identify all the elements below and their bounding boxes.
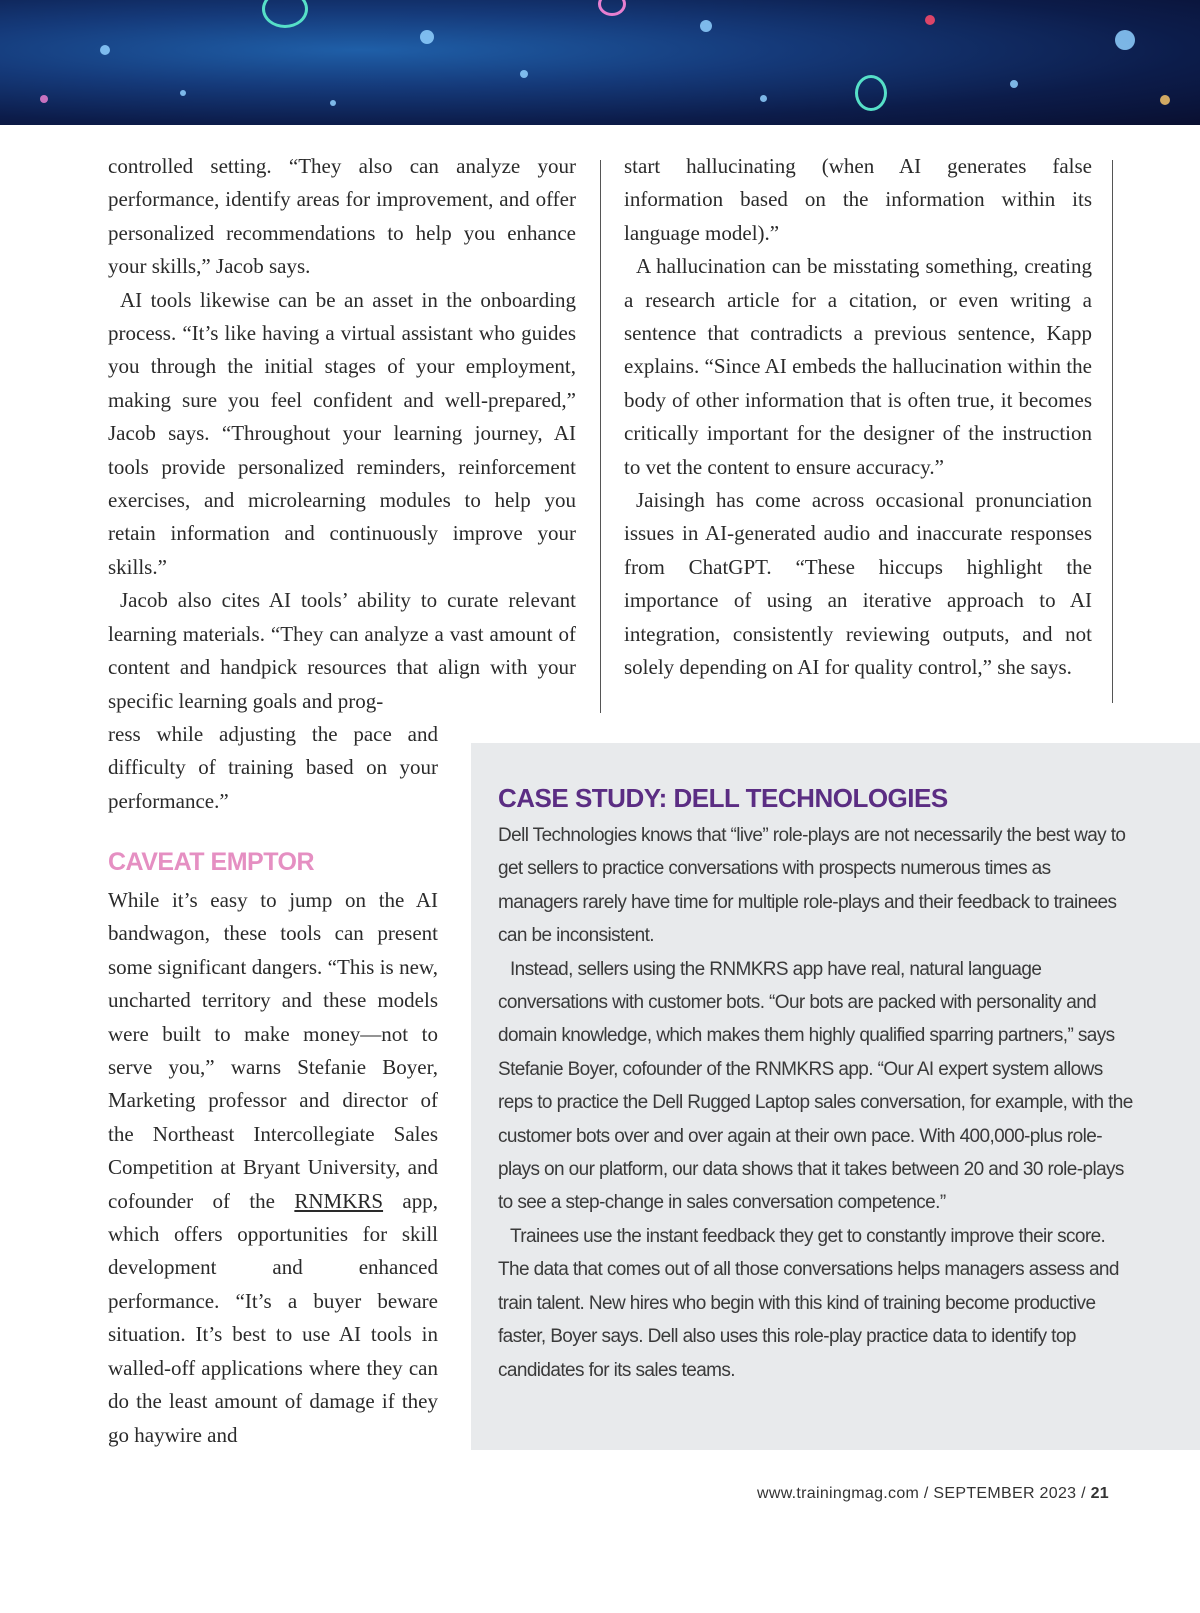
- star-dot: [330, 100, 336, 106]
- right-column: [624, 150, 1092, 685]
- caveat-text-before-link: While it’s easy to jump on the AI bandwagon, these tools can present some significant dangers. “This is new, uncharted territory and these models were built to make money—not to serve you,” warns Stefanie Boyer, Marketing professor and director of the Northeast Intercollegiate Sales Competition at Bryant University, and cofounder of the: [108, 888, 438, 1213]
- star-dot: [520, 70, 528, 78]
- case-study-paragraph: Dell Technologies knows that “live” role-plays are not necessarily the best way to get sellers to practice conversations with prospects numerous times as managers rarely have time for multiple role-plays and their feedback to trainees can be inconsistent.: [498, 825, 1126, 947]
- starfield-banner-image: [0, 0, 1200, 125]
- star-dot: [700, 20, 712, 32]
- ring-decoration: [598, 0, 626, 16]
- caveat-section: [108, 884, 438, 1452]
- footer-site-date: www.trainingmag.com / SEPTEMBER 2023 /: [756, 1485, 1091, 1502]
- case-study-paragraph: Trainees use the instant feedback they get to constantly improve their score. The data that comes out of all those conversations helps managers assess and train talent. New hires who begin with this kind of training become productive faster, Boyer says. Dell also uses this role-play practice data to identify top candidates for its sales teams.: [498, 1225, 1119, 1381]
- ring-decoration: [855, 75, 887, 111]
- body-paragraph: [108, 884, 438, 1452]
- body-paragraph: Jaisingh has come across occasional pronunciation issues in AI-generated audio and inaccurate responses from ChatGPT. “These hiccups highlight the importance of using an iterative approach to AI integration, consistently reviewing outputs, and not solely depending on AI for quality control,” she says.: [624, 488, 1092, 680]
- page-footer: [757, 1485, 1109, 1503]
- rnmkrs-link[interactable]: RNMKRS: [294, 1188, 384, 1213]
- star-dot: [100, 45, 110, 55]
- star-dot: [1160, 95, 1170, 105]
- body-paragraph: start hallucinating (when AI generates false information based on the information within its language model).”: [624, 154, 1092, 245]
- star-dot: [180, 90, 186, 96]
- column-divider: [600, 160, 601, 713]
- page-number: 21: [1090, 1485, 1109, 1502]
- left-column-top: [108, 150, 576, 718]
- case-study-body: [498, 819, 1133, 1387]
- ring-decoration: [262, 0, 308, 28]
- left-column-continued: [108, 718, 438, 818]
- case-study-sidebar: [471, 743, 1200, 1450]
- star-dot: [760, 95, 767, 102]
- star-dot: [1010, 80, 1018, 88]
- case-study-heading: CASE STUDY: DELL TECHNOLOGIES: [498, 783, 948, 813]
- caveat-text-after-link: app, which offers opportunities for skill development and enhanced performance. “It’s a buyer beware situation. It’s best to use AI tools in walled-off applications where they can do the least amount of damage if they go haywire and: [108, 1188, 438, 1447]
- star-dot: [925, 15, 935, 25]
- star-dot: [1115, 30, 1135, 50]
- right-column-rule: [1112, 160, 1113, 703]
- star-dot: [420, 30, 434, 44]
- body-paragraph: A hallucination can be misstating something, creating a research article for a citation, or even writing a sentence that contradicts a previous sentence, Kapp explains. “Since AI embeds the hallucination within the body of other information that is often true, it becomes critically important for the designer of the instruction to vet the content to ensure accuracy.”: [624, 254, 1092, 479]
- body-paragraph: controlled setting. “They also can analyze your performance, identify areas for improvement, and offer personalized recommendations to help you enhance your skills,” Jacob says.: [108, 154, 576, 279]
- caveat-emptor-heading: CAVEAT EMPTOR: [108, 848, 315, 876]
- body-paragraph: ress while adjusting the pace and difficulty of training based on your performance.”: [108, 722, 438, 813]
- body-paragraph: Jacob also cites AI tools’ ability to curate relevant learning materials. “They can analyze a vast amount of content and handpick resources that align with your specific learning goals and prog-: [108, 588, 576, 713]
- body-paragraph: AI tools likewise can be an asset in the onboarding process. “It’s like having a virtual assistant who guides you through the initial stages of your employment, making sure you feel confident and well-prepared,” Jacob says. “Throughout your learning journey, AI tools provide personalized reminders, reinforcement exercises, and microlearning modules to help you retain information and continuously improve your skills.”: [108, 287, 576, 579]
- star-dot: [40, 95, 48, 103]
- case-study-paragraph: Instead, sellers using the RNMKRS app have real, natural language conversations with customer bots. “Our bots are packed with personality and domain knowledge, which makes them highly qualified sparring partners,” says Stefanie Boyer, cofounder of the RNMKRS app. “Our AI expert system allows reps to practice the Dell Rugged Laptop sales conversation, for example, with the customer bots over and over again at their own pace. With 400,000-plus role-plays on our platform, our data shows that it takes between 20 and 30 role-plays to see a step-change in sales conversation competence.”: [498, 958, 1133, 1214]
